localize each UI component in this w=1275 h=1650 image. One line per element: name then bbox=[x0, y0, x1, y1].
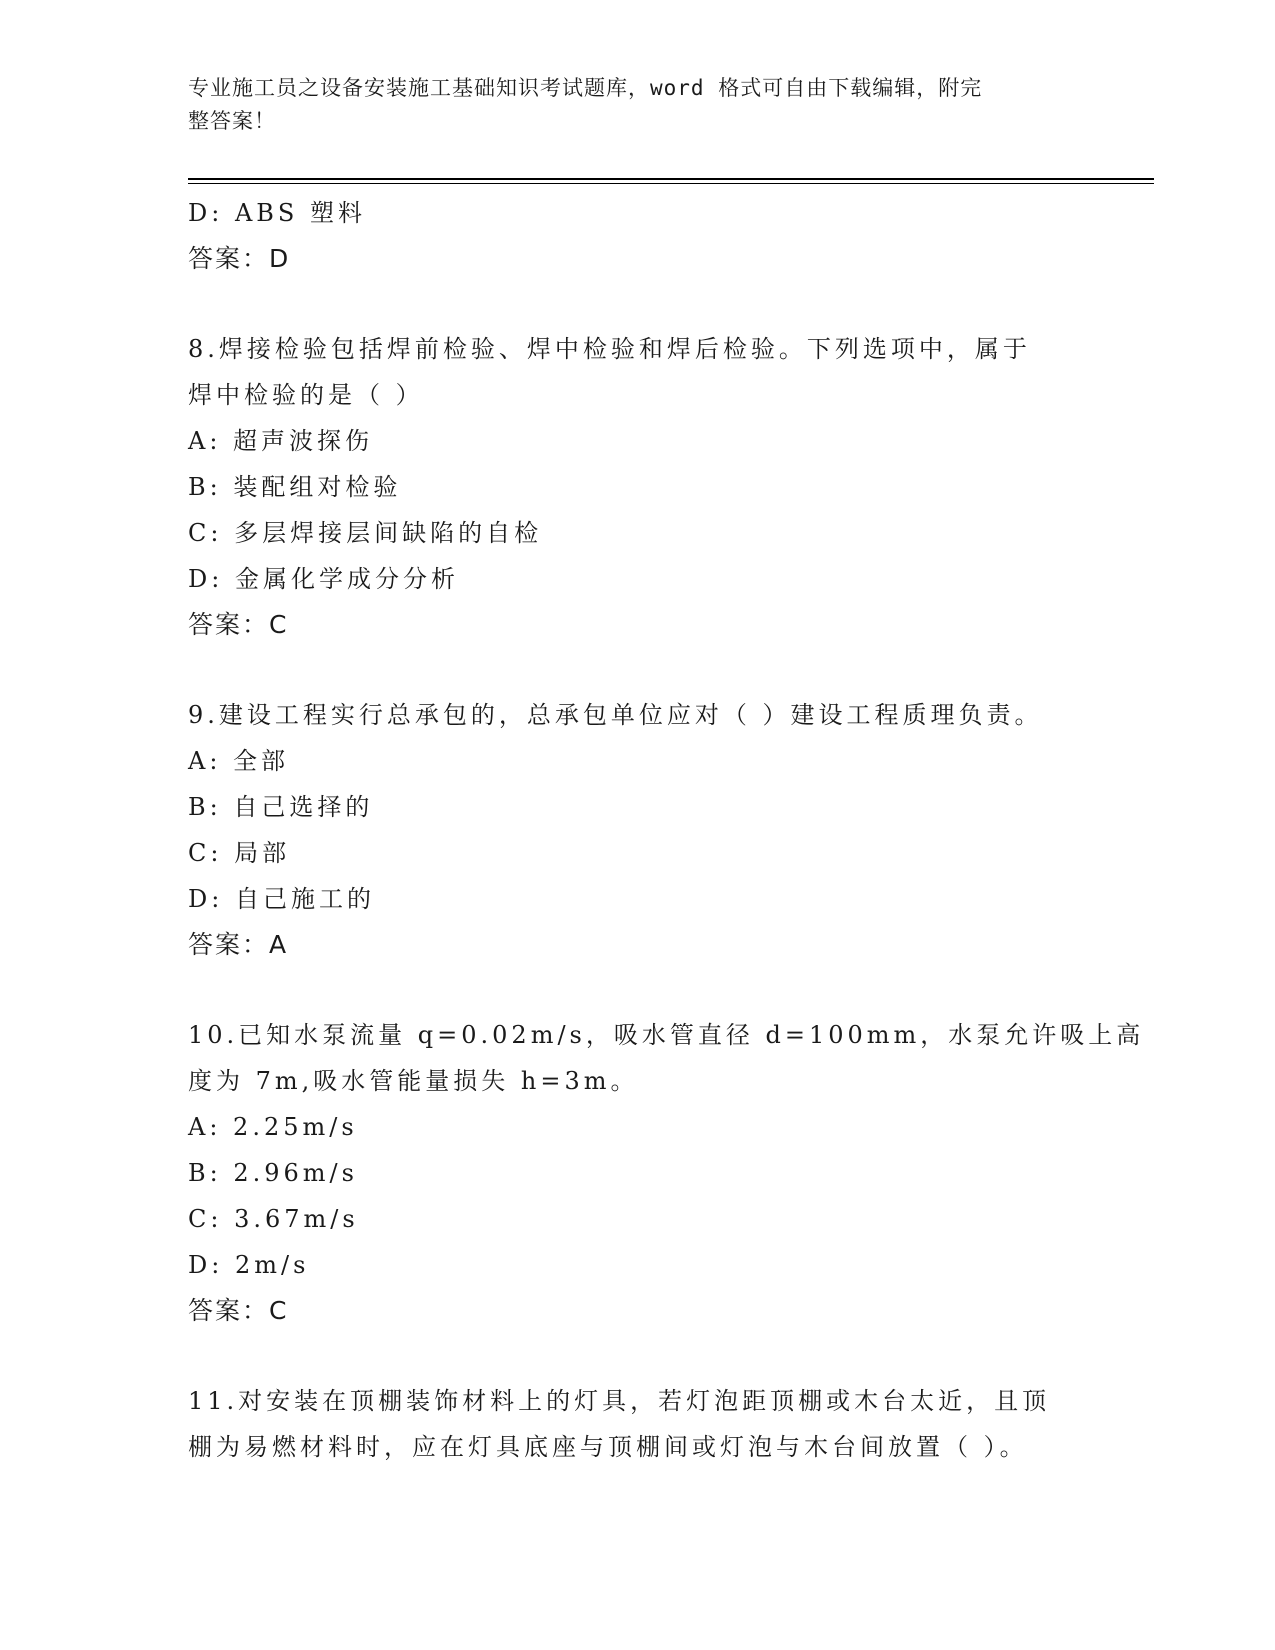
question-8 bbox=[188, 326, 1088, 648]
option-b: B: 装配组对检验 bbox=[188, 473, 402, 501]
question-stem: 11.对安装在顶棚装饰材料上的灯具，若灯泡距顶棚或木台太近，且顶 bbox=[188, 1387, 1051, 1415]
option-a: A: 超声波探伤 bbox=[188, 427, 374, 455]
question-stem-cont: 度为 7m,吸水管能量损失 h=3m。 bbox=[188, 1067, 639, 1095]
option-c: C: 多层焊接层间缺陷的自检 bbox=[188, 519, 543, 547]
question-stem: 8.焊接检验包括焊前检验、焊中检验和焊后检验。下列选项中，属于 bbox=[188, 335, 1031, 363]
question-11 bbox=[188, 1378, 1088, 1470]
header-line-2: 整答案！ bbox=[188, 109, 276, 133]
answer: 答案：C bbox=[188, 610, 289, 639]
question-stem: 9.建设工程实行总承包的，总承包单位应对（ ）建设工程质理负责。 bbox=[188, 701, 1043, 729]
header-line-1: 专业施工员之设备安装施工基础知识考试题库，word 格式可自由下载编辑，附完 bbox=[188, 76, 983, 100]
question-7-tail bbox=[188, 190, 1088, 282]
option-d: D: 金属化学成分分析 bbox=[188, 565, 459, 593]
question-stem: 10.已知水泵流量 q=0.02m/s，吸水管直径 d=100mm，水泵允许吸上高 bbox=[188, 1021, 1145, 1049]
answer: 答案：A bbox=[188, 930, 289, 959]
answer: 答案：C bbox=[188, 1296, 289, 1325]
question-9 bbox=[188, 692, 1088, 968]
question-10 bbox=[188, 1012, 1145, 1334]
header-rule-thick bbox=[188, 178, 1154, 180]
option-b: B: 2.96m/s bbox=[188, 1159, 358, 1187]
option-a: A: 全部 bbox=[188, 747, 290, 775]
option-c: C: 3.67m/s bbox=[188, 1205, 359, 1233]
option-d: D: 自己施工的 bbox=[188, 885, 375, 913]
option-d: D: ABS 塑料 bbox=[188, 199, 366, 227]
question-stem-cont: 棚为易燃材料时，应在灯具底座与顶棚间或灯泡与木台间放置（ ）。 bbox=[188, 1433, 1028, 1461]
header-rule-thin bbox=[188, 183, 1154, 184]
option-d: D: 2m/s bbox=[188, 1251, 310, 1279]
answer: 答案：D bbox=[188, 244, 291, 273]
document-body bbox=[188, 190, 1145, 1470]
option-c: C: 局部 bbox=[188, 839, 291, 867]
option-b: B: 自己选择的 bbox=[188, 793, 374, 821]
question-stem-cont: 焊中检验的是（ ） bbox=[188, 381, 424, 409]
document-header bbox=[188, 72, 1068, 138]
option-a: A: 2.25m/s bbox=[188, 1113, 358, 1141]
